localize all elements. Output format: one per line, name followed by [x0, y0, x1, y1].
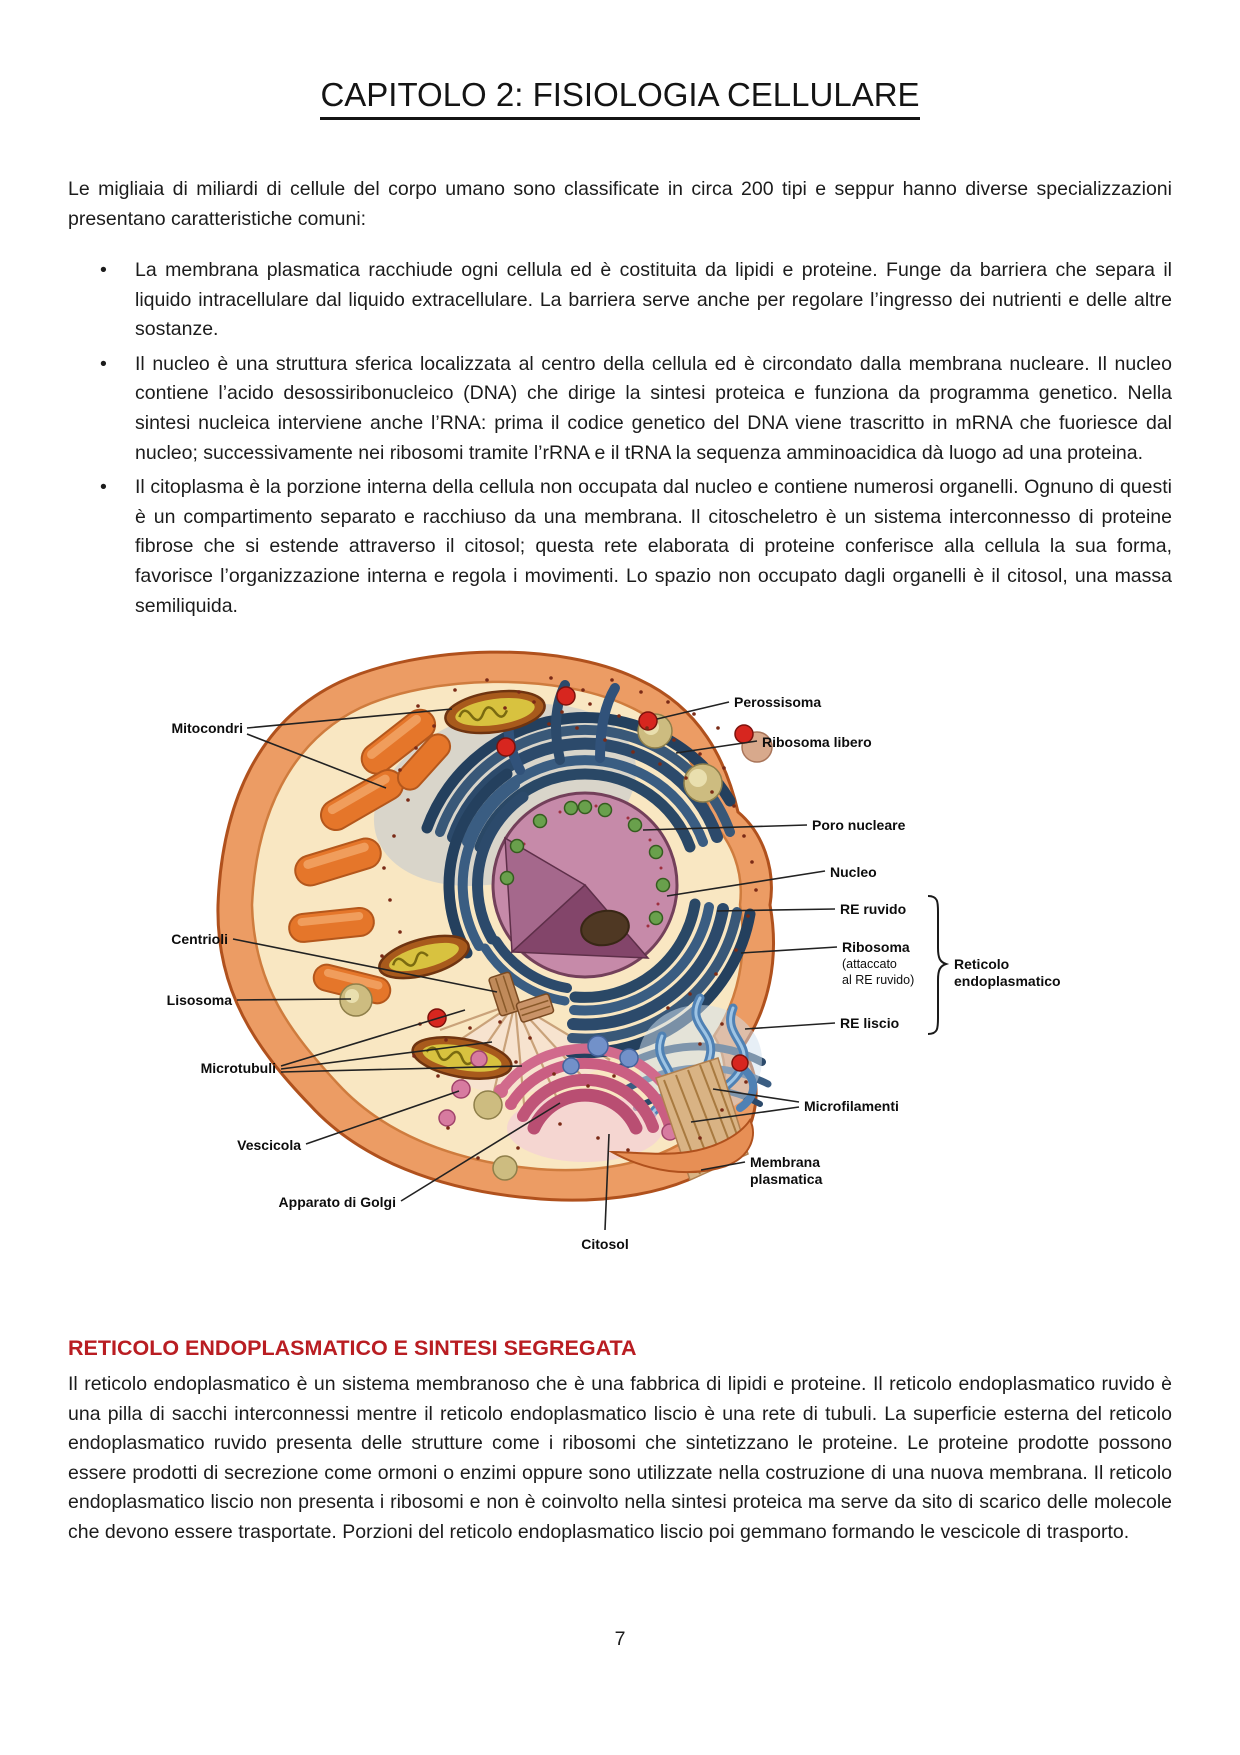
label-lisosoma: Lisosoma: [166, 992, 232, 1008]
section-heading: RETICOLO ENDOPLASMATICO E SINTESI SEGREGATA: [68, 1336, 637, 1360]
label-reticolo-2: endoplasmatico: [954, 973, 1061, 989]
label-perossisoma: Perossisoma: [734, 694, 822, 710]
label-ribosoma-sub2: al RE ruvido): [842, 973, 915, 987]
section-paragraph: Il reticolo endoplasmatico è un sistema membranoso che è una fabbrica di lipidi e proteine. Il reticolo endoplasmatico ruvido è una pilla di sacchi interconnessi mentre il reticolo endoplasmatico liscio è una rete di tubuli. La superficie esterna del reticolo endoplasmatico ruvido presenta delle strutture come i ribosomi che sintetizzano le proteine. Le proteine prodotte possono essere prodotti di secrezione come ormoni o enzimi oppure sono utilizzate nella costruzione di una nuova membrana. Il reticolo endoplasmatico liscio non presenta i ribosomi e non è coinvolto nella sintesi proteica ma serve da sito di scarico delle molecole che devono essere trasportate. Porzioni del reticolo endoplasmatico liscio poi gemmano formando le vescicole di trasporto.: [68, 1373, 1172, 1543]
label-nucleo: Nucleo: [830, 864, 877, 880]
label-apparato-di-golgi: Apparato di Golgi: [278, 1194, 396, 1210]
label-mitocondri: Mitocondri: [171, 720, 243, 736]
intro-paragraph: Le migliaia di miliardi di cellule del corpo umano sono classificate in circa 200 tipi e seppur hanno diverse specializzazioni presentano caratteristiche comuni:: [68, 178, 1172, 230]
label-reticolo-1: Reticolo: [954, 956, 1010, 972]
bullet-list: [68, 256, 1172, 626]
label-ribosoma: Ribosoma: [842, 939, 910, 955]
cell-diagram: [0, 648, 1240, 1270]
label-membrana-2: plasmatica: [750, 1171, 823, 1187]
label-citosol: Citosol: [581, 1236, 629, 1252]
cell-diagram-figure: [0, 648, 1240, 1270]
label-microfilamenti: Microfilamenti: [804, 1098, 899, 1114]
label-ribosoma-sub1: (attaccato: [842, 957, 897, 971]
label-ribosoma-libero: Ribosoma libero: [762, 734, 872, 750]
label-microtubuli: Microtubuli: [200, 1060, 276, 1076]
label-poro-nucleare: Poro nucleare: [812, 817, 906, 833]
label-centrioli: Centrioli: [171, 931, 228, 947]
section-reticolo: [68, 1336, 1172, 1548]
bullet-item-citoplasma: • Il citoplasma è la porzione interna della cellula non occupata dal nucleo e contiene numerosi organelli. Ognuno di questi è un compartimento separato e racchiuso da una membrana. Il citoscheletro è un sistema interconnesso di proteine fibrose che si estende attraverso il citosol; questa rete elaborata di proteine conferisce alla cellula la sua forma, favorisce l’organizzazione interna e regola i movimenti. Lo spazio non occupato dagli organelli è il citosol, una massa semiliquida.: [68, 473, 1172, 621]
label-membrana-1: Membrana: [750, 1154, 821, 1170]
page-number: 7: [614, 1628, 626, 1650]
nucleus: [493, 793, 677, 977]
bullet-item-nucleo: • Il nucleo è una struttura sferica localizzata al centro della cellula ed è circondato dalla membrana nucleare. Il nucleo contiene l’acido desossiribonucleico (DNA) che dirige la sintesi proteica e funziona da programma genetico. Nella sintesi nucleica interviene anche l’RNA: prima il codice genetico del DNA viene trascritto in mRNA che fuoriesce dal nucleo; successivamente nei ribosomi tramite l’rRNA e il tRNA la sequenza amminoacidica dà luogo ad una proteina.: [68, 350, 1172, 468]
label-re-ruvido: RE ruvido: [840, 901, 907, 917]
page-title: CAPITOLO 2: FISIOLOGIA CELLULARE: [0, 76, 1240, 114]
brace: [928, 896, 946, 1034]
label-vescicola: Vescicola: [237, 1137, 301, 1153]
label-re-liscio: RE liscio: [840, 1015, 900, 1031]
bullet-item-membrana: • La membrana plasmatica racchiude ogni cellula ed è costituita da lipidi e proteine. Funge da barriera che separa il liquido intracellulare dal liquido extracellulare. La barriera serve anche per regolare l’ingresso dei nutrienti e delle altre sostanze.: [68, 256, 1172, 345]
